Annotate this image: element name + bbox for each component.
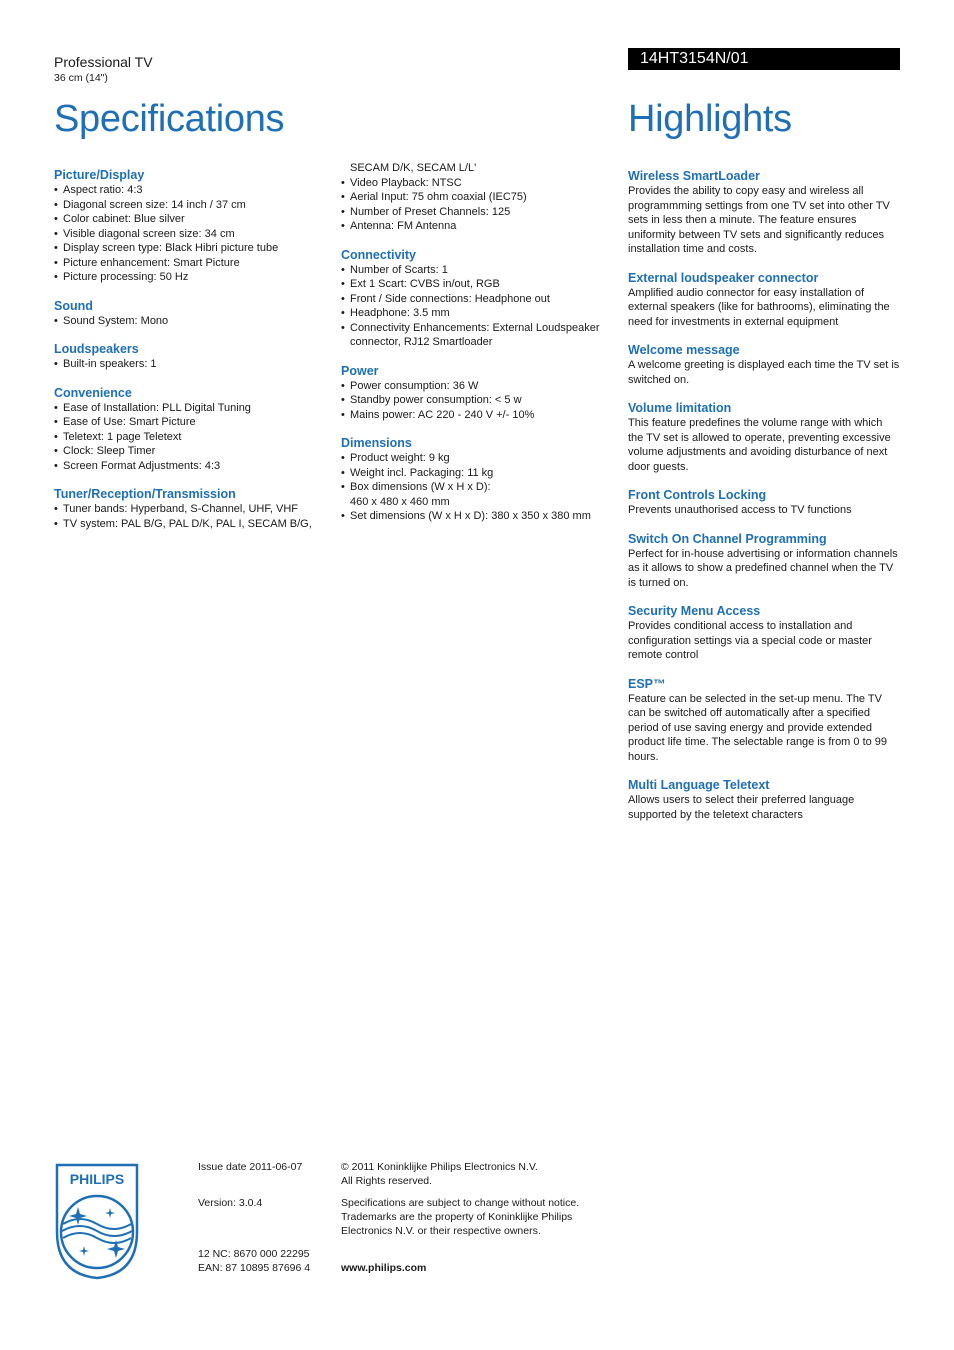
highlight-text: A welcome greeting is displayed each time the TV set is switched on. [628, 359, 900, 386]
highlight-title: Switch On Channel Programming [628, 531, 827, 546]
spec-item: • Antenna: FM Antenna [341, 219, 617, 234]
spec-item: • Clock: Sleep Timer [54, 444, 334, 459]
spec-item-continuation: 460 x 480 x 460 mm [350, 495, 450, 508]
spec-item: • Teletext: 1 page Teletext [54, 430, 334, 445]
highlights-title: Highlights [628, 98, 792, 140]
spec-item: • Diagonal screen size: 14 inch / 37 cm [54, 198, 334, 213]
spec-item: • Number of Preset Channels: 125 [341, 205, 617, 220]
copyright-line: © 2011 Koninklijke Philips Electronics N.V. [341, 1161, 538, 1173]
copyright [341, 1160, 611, 1188]
spec-item: • Ease of Installation: PLL Digital Tuning [54, 401, 334, 416]
spec-list [341, 263, 617, 350]
spec-list [341, 161, 617, 234]
spec-list [54, 183, 334, 285]
version: Version: 3.0.4 [198, 1197, 263, 1209]
logo-wordmark: PHILIPS [69, 1171, 125, 1187]
spec-list [54, 357, 334, 372]
spec-item: • Mains power: AC 220 - 240 V +/- 10% [341, 408, 617, 423]
highlight-text: Provides conditional access to installation and configuration settings via a special code or master remote control [628, 620, 872, 661]
spec-list [54, 314, 334, 329]
disclaimer-line: Electronics N.V. or their respective owners. [341, 1225, 541, 1237]
specifications-title: Specifications [54, 98, 285, 140]
highlight-title: Security Menu Access [628, 604, 761, 618]
spec-item: • Ease of Use: Smart Picture [54, 415, 334, 430]
product-size: 36 cm (14") [54, 72, 108, 84]
section-heading: Tuner/Reception/Transmission [54, 487, 236, 501]
spec-item: • Video Playback: NTSC [341, 176, 617, 191]
issue-date: Issue date 2011-06-07 [198, 1161, 303, 1173]
product-line: Professional TV [54, 54, 153, 70]
spec-list [341, 379, 617, 423]
section-heading: Loudspeakers [54, 342, 139, 356]
spec-list [54, 401, 334, 474]
spec-item: • Aerial Input: 75 ohm coaxial (IEC75) [341, 190, 617, 205]
spec-item: • TV system: PAL B/G, PAL D/K, PAL I, SECAM B/G, [54, 517, 334, 532]
highlight-text: Feature can be selected in the set-up menu. The TV can be switched off automatically after a specified period of use saving energy and provide extended product life time. The selectable range is from 0 to 99 hours. [628, 692, 888, 763]
ean-code: EAN: 87 10895 87696 4 [198, 1262, 311, 1274]
spec-item: • Aspect ratio: 4:3 [54, 183, 334, 198]
spec-list [54, 502, 334, 531]
spec-item-continuation: SECAM D/K, SECAM L/L' [350, 162, 477, 174]
section-heading: Picture/Display [54, 168, 145, 182]
spec-item: • Weight incl. Packaging: 11 kg [341, 466, 617, 481]
disclaimer [341, 1196, 611, 1238]
highlight-text: Perfect for in-house advertising or information channels as it allows to show a predefined channel when the TV is turned on. [628, 547, 898, 589]
spec-item: • Standby power consumption: < 5 w [341, 393, 617, 408]
model-number: 14HT3154N/01 [628, 48, 900, 70]
specs-column-1 [54, 167, 334, 531]
highlight-text: Prevents unauthorised access to TV functions [628, 504, 852, 516]
section-heading: Convenience [54, 385, 132, 400]
spec-item: • Power consumption: 36 W [341, 379, 617, 394]
spec-item: • Number of Scarts: 1 [341, 263, 617, 278]
spec-item: • Tuner bands: Hyperband, S-Channel, UHF, VHF [54, 502, 334, 517]
highlight-title: Wireless SmartLoader [628, 169, 760, 183]
spec-item: • Ext 1 Scart: CVBS in/out, RGB [341, 277, 617, 292]
spec-item: • Sound System: Mono [54, 314, 334, 329]
spec-item: • Visible diagonal screen size: 34 cm [54, 227, 334, 242]
highlight-title: Welcome message [628, 343, 740, 357]
spec-item: • Headphone: 3.5 mm [341, 306, 617, 321]
spec-item: • Picture enhancement: Smart Picture [54, 256, 334, 271]
section-heading: Power [341, 363, 379, 378]
section-heading: Dimensions [341, 436, 412, 450]
highlight-title: Multi Language Teletext [628, 778, 770, 792]
website-link[interactable]: www.philips.com [341, 1262, 427, 1274]
spec-item: • Front / Side connections: Headphone out [341, 292, 617, 307]
nc-code: 12 NC: 8670 000 22295 [198, 1248, 310, 1260]
highlight-title: ESP™ [628, 676, 666, 691]
highlight-text: Amplified audio connector for easy installation of external speakers (like for bathrooms), eliminating the need for investments in external equipment [628, 286, 890, 328]
highlight-text: This feature predefines the volume range with which the TV set is allowed to operate, preventing excessive volume adjustments and avoiding disturbance of next door guests. [628, 417, 891, 473]
highlight-title: Front Controls Locking [628, 488, 767, 502]
highlight-text: Allows users to select their preferred language supported by the teletext characters [628, 794, 855, 821]
spec-item: • Product weight: 9 kg [341, 451, 617, 466]
spec-item: • Screen Format Adjustments: 4:3 [54, 459, 334, 474]
specs-column-2 [341, 161, 617, 524]
highlight-title: External loudspeaker connector [628, 270, 819, 285]
disclaimer-line: Trademarks are the property of Koninklijke Philips [341, 1211, 573, 1223]
spec-item: • Built-in speakers: 1 [54, 357, 334, 372]
spec-item: • Box dimensions (W x H x D): [341, 480, 617, 495]
spec-list [341, 451, 617, 524]
disclaimer-line: Specifications are subject to change without notice. [341, 1197, 580, 1209]
product-codes [198, 1247, 310, 1275]
section-heading: Connectivity [341, 247, 417, 262]
highlight-title: Volume limitation [628, 401, 732, 415]
section-heading: Sound [54, 298, 93, 313]
philips-shield-logo [54, 1162, 140, 1280]
highlights-column [628, 169, 900, 822]
spec-item: • Picture processing: 50 Hz [54, 270, 334, 285]
rights-line: All Rights reserved. [341, 1175, 433, 1187]
spec-item: • Display screen type: Black Hibri picture tube [54, 241, 334, 256]
highlight-text: Provides the ability to copy easy and wireless all programmming settings from one TV set into other TV sets in less then a minute. The feature ensures uniformity between TV sets and significantly reduces installation time and costs. [628, 185, 890, 255]
spec-item: • Color cabinet: Blue silver [54, 212, 334, 227]
spec-item: • Connectivity Enhancements: External Loudspeaker connector, RJ12 Smartloader [341, 321, 617, 350]
spec-item: • Set dimensions (W x H x D): 380 x 350 x 380 mm [341, 509, 617, 524]
